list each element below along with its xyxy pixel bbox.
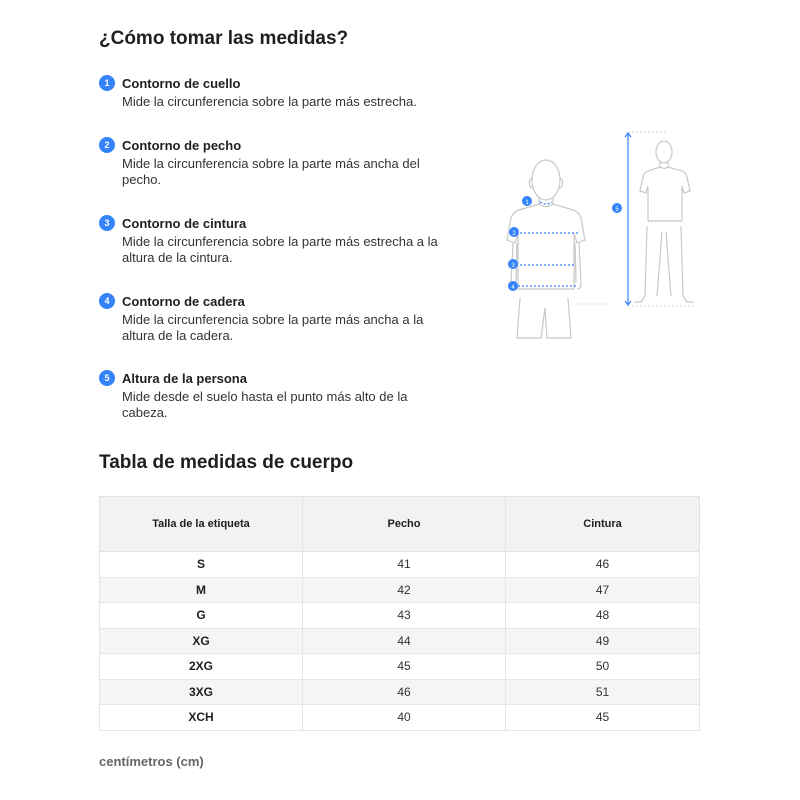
chest-cell: 43 — [303, 603, 506, 629]
size-table — [99, 496, 700, 731]
measure-guide-title: ¿Cómo tomar las medidas? — [99, 28, 349, 49]
step-description: Mide la circunferencia sobre la parte más ancha del pecho. — [122, 156, 420, 187]
marker-4-label: 4 — [511, 285, 515, 291]
unit-note: centímetros (cm) — [99, 754, 204, 769]
chest-cell: 42 — [303, 577, 506, 603]
table-row — [100, 654, 700, 680]
marker-5-label: 5 — [615, 207, 619, 213]
size-cell: S — [100, 552, 303, 578]
step-title: Contorno de cintura — [122, 215, 247, 231]
step-title: Contorno de cuello — [122, 75, 241, 91]
size-cell: G — [100, 603, 303, 629]
step-description: Mide desde el suelo hasta el punto más alto de la cabeza. — [122, 389, 408, 420]
step-number-badge: 2 — [99, 137, 115, 153]
step-title: Contorno de pecho — [122, 137, 242, 153]
marker-2-label: 2 — [512, 231, 516, 237]
table-row — [100, 679, 700, 705]
step-hip — [99, 292, 444, 344]
step-title: Altura de la persona — [122, 370, 247, 386]
step-height — [99, 369, 444, 421]
chest-cell: 41 — [303, 552, 506, 578]
step-number-badge: 1 — [99, 75, 115, 91]
marker-3-label: 3 — [511, 263, 515, 269]
step-title: Contorno de cadera — [122, 293, 245, 309]
marker-1-label: 1 — [525, 200, 529, 206]
size-cell: 2XG — [100, 654, 303, 680]
step-waist — [99, 214, 444, 266]
waist-cell: 49 — [506, 628, 700, 654]
size-table-title: Tabla de medidas de cuerpo — [99, 452, 354, 473]
step-number-badge: 4 — [99, 293, 115, 309]
size-cell: M — [100, 577, 303, 603]
waist-cell: 48 — [506, 603, 700, 629]
front-figure — [507, 160, 585, 338]
size-cell: 3XG — [100, 679, 303, 705]
column-header-chest: Pecho — [303, 497, 506, 552]
step-neck — [99, 74, 444, 110]
body-measurement-illustration — [500, 128, 700, 346]
table-row — [100, 552, 700, 578]
table-row — [100, 705, 700, 731]
side-figure — [634, 141, 694, 302]
table-row — [100, 603, 700, 629]
waist-cell: 47 — [506, 577, 700, 603]
chest-cell: 46 — [303, 679, 506, 705]
step-description: Mide la circunferencia sobre la parte más estrecha. — [122, 94, 417, 109]
step-chest — [99, 136, 444, 188]
chest-cell: 44 — [303, 628, 506, 654]
table-row — [100, 628, 700, 654]
step-number-badge: 5 — [99, 370, 115, 386]
waist-cell: 45 — [506, 705, 700, 731]
step-number-badge: 3 — [99, 215, 115, 231]
step-description: Mide la circunferencia sobre la parte más estrecha a la altura de la cintura. — [122, 234, 438, 265]
waist-cell: 51 — [506, 679, 700, 705]
table-header-row — [100, 497, 700, 552]
waist-cell: 46 — [506, 552, 700, 578]
size-cell: XCH — [100, 705, 303, 731]
table-row — [100, 577, 700, 603]
step-description: Mide la circunferencia sobre la parte más ancha a la altura de la cadera. — [122, 312, 424, 343]
chest-cell: 40 — [303, 705, 506, 731]
column-header-size: Talla de la etiqueta — [100, 497, 303, 552]
size-cell: XG — [100, 628, 303, 654]
column-header-waist: Cintura — [506, 497, 700, 552]
chest-cell: 45 — [303, 654, 506, 680]
waist-cell: 50 — [506, 654, 700, 680]
